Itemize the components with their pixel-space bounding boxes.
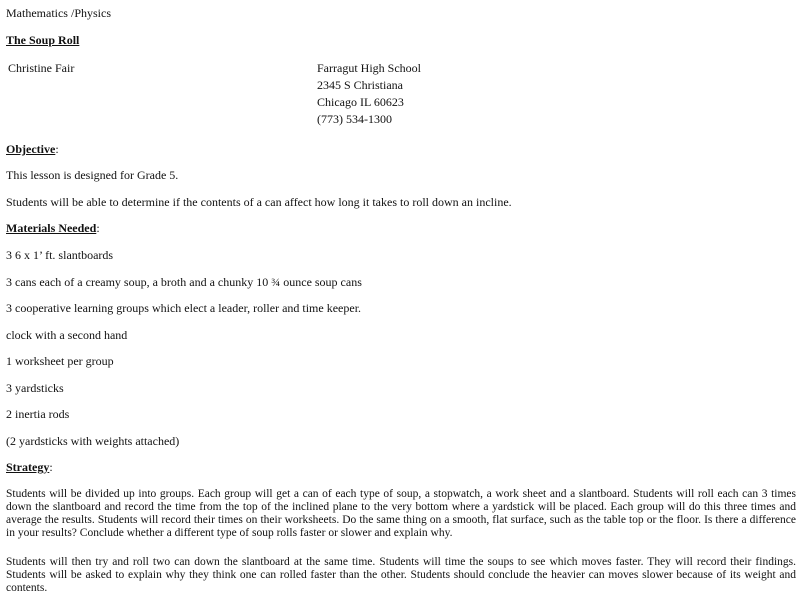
materials-colon: : <box>96 221 100 235</box>
objective-heading: Objective <box>6 142 56 156</box>
school-city: Chicago IL 60623 <box>317 95 404 109</box>
strategy-colon: : <box>49 460 53 474</box>
strategy-paragraph: Students will then try and roll two can down the slantboard at the same time. Students will time the soups to see which moves faster. They will record their findings. Students will be asked to explain why they think one can rolled faster than the other. Students should conclude the heavier can moves slower because of its weight and contents. <box>6 556 796 594</box>
school-address <box>317 61 421 129</box>
materials-item: 1 worksheet per group <box>6 354 114 368</box>
strategy-heading-row <box>6 460 53 474</box>
school-name: Farragut High School <box>317 61 421 75</box>
materials-item: 2 inertia rods <box>6 407 70 421</box>
objective-colon: : <box>55 142 59 156</box>
strategy-heading: Strategy <box>6 460 50 474</box>
materials-heading: Materials Needed <box>6 221 97 235</box>
author-name: Christine Fair <box>8 61 75 75</box>
materials-item: (2 yardsticks with weights attached) <box>6 434 180 448</box>
school-phone: (773) 534-1300 <box>317 112 392 126</box>
materials-item: 3 6 x 1’ ft. slantboards <box>6 248 114 262</box>
document-title: The Soup Roll <box>6 33 80 47</box>
objective-line: This lesson is designed for Grade 5. <box>6 168 179 182</box>
objective-heading-row <box>6 142 59 156</box>
materials-item: 3 cooperative learning groups which elect a leader, roller and time keeper. <box>6 301 362 315</box>
materials-item: 3 cans each of a creamy soup, a broth and a chunky 10 ¾ ounce soup cans <box>6 275 362 289</box>
materials-item: 3 yardsticks <box>6 381 64 395</box>
materials-item: clock with a second hand <box>6 328 128 342</box>
objective-line: Students will be able to determine if the contents of a can affect how long it takes to roll down an incline. <box>6 195 512 209</box>
strategy-paragraph: Students will be divided up into groups. Each group will get a can of each type of soup, a stopwatch, a work sheet and a slantboard. Students will roll each can 3 times down the slantboard and record the time from the top of the inclined plane to the very bottom where a yardstick will be placed. Each group will do this three times and average the results. Students will record their times on their worksheets. Do the same thing on a smooth, flat surface, such as the table top or the floor. Is there a difference in your results? Conclude whether a different type of soup rolls faster or slower and explain why. <box>6 488 796 539</box>
school-street: 2345 S Christiana <box>317 78 403 92</box>
materials-heading-row <box>6 221 100 235</box>
subject-line: Mathematics /Physics <box>6 6 111 20</box>
